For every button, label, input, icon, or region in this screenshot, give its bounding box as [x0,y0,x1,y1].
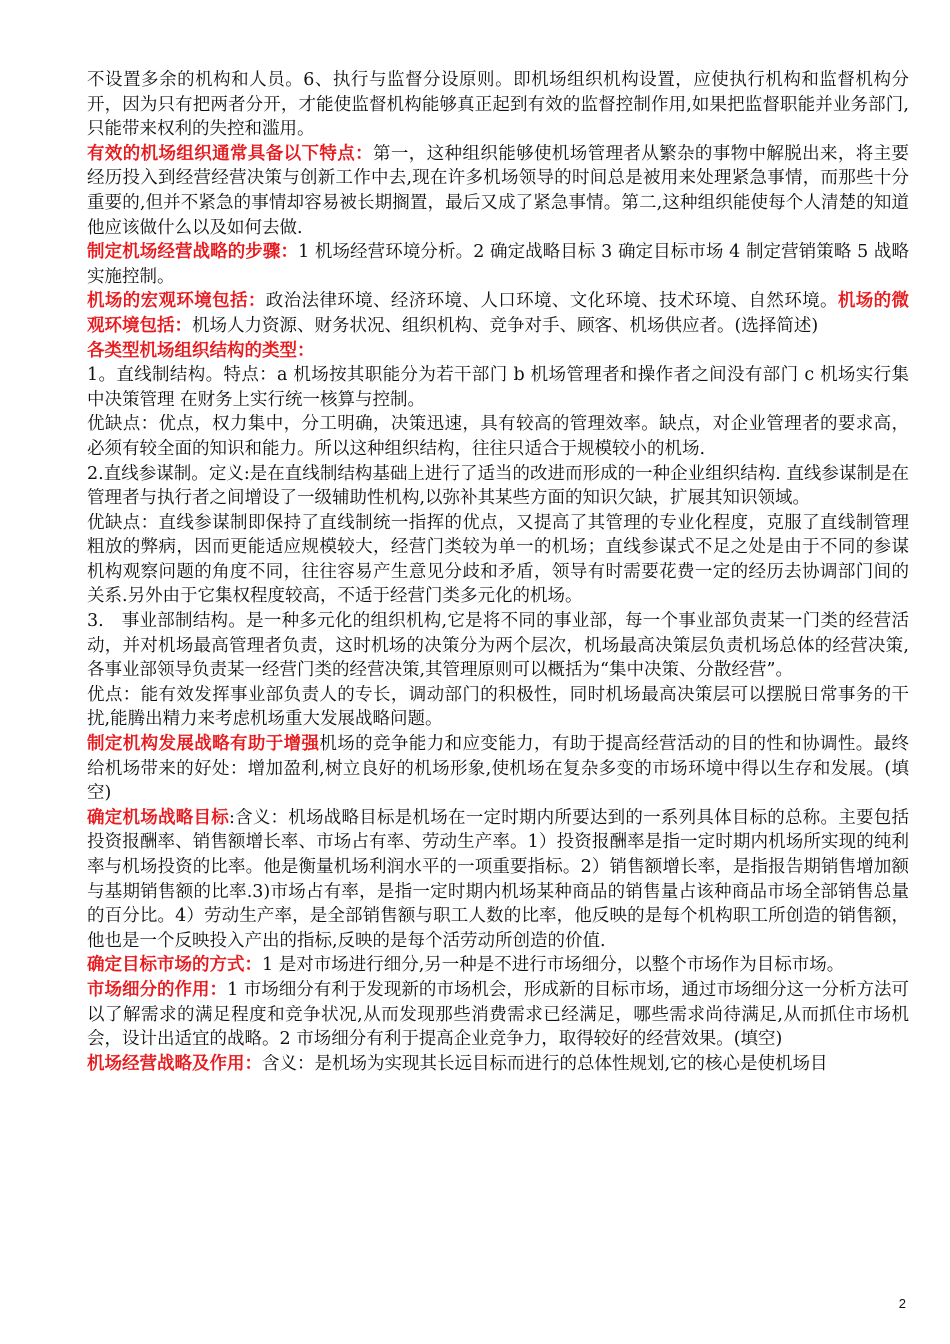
paragraph-text: 优缺点：直线参谋制即保持了直线制统一指挥的优点，又提高了其管理的专业化程度，克服了直线制管理粗放的弊病，因而更能适应规模较大，经营门类较为单一的机场；直线参谋式不足之处是由于不同的参谋机构观察问题的角度不同，往往容易产生意见分歧和矛盾，领导有时需要花费一定的经历去协调部门间的关系.另外由于它集权程度较高，不适于经营门类多元化的机场。 [87,512,909,607]
paragraph-strategy-goals [87,806,909,954]
section-heading: 机场的宏观环境包括： [87,291,266,312]
paragraph-structure-types [87,339,909,364]
section-heading: 市场细分的作用： [87,979,228,1000]
section-heading: 有效的机场组织通常具备以下特点： [87,143,374,164]
document-body [87,68,909,1076]
paragraph-target-market [87,953,909,978]
paragraph-text: 政治法律环境、经济环境、人口环境、文化环境、技术环境、自然环境。 [265,291,838,312]
section-heading: 确定目标市场的方式： [87,955,262,976]
paragraph-environment [87,289,909,338]
section-heading: 确定机场战略目标 [87,807,229,828]
paragraph-development-strategy [87,732,909,806]
paragraph-text: 不设置多余的机构和人员。6、执行与监督分设原则。即机场组织机构设置，应使执行机构和监督机构分开，因为只有把两者分开，才能使监督机构能够真正起到有效的监督控制作用,如果把监督职能并业务部门,只能带来权利的失控和滥用。 [87,70,909,140]
paragraph-line-staff [87,462,909,511]
paragraph-business-strategy [87,1052,909,1077]
paragraph-line-staff-pros-cons [87,511,909,609]
paragraph-text: 1 是对市场进行细分,另一种是不进行市场细分，以整个市场作为目标市场。 [262,955,845,976]
paragraph-text: 机场的竞争能力和应变能力，有助于提高经营活动的目的性和协调性。最终给机场带来的好处：增加盈利,树立良好的机场形象,使机场在复杂多变的市场环境中得以生存和发展。(填空) [87,734,910,804]
paragraph-strategy-steps [87,240,909,289]
paragraph-text: 3. 事业部制结构。是一种多元化的组织机构,它是将不同的事业部，每一个事业部负责某一门类的经营活动，并对机场最高管理者负责，这时机场的决策分为两个层次，机场最高决策层负责机场总体的经营决策,各事业部领导负责某一经营门类的经营决策,其管理原则可以概括为“集中决策、分散经营”。 [87,611,909,681]
section-heading-micro: 机场的微观环境包括： [87,291,910,336]
paragraph-division-pros [87,683,909,732]
section-heading: 制定机场经营战略的步骤： [87,242,299,263]
paragraph-text: 1。直线制结构。特点：a 机场按其职能分为若干部门 b 机场管理者和操作者之间没有部门 c 机场实行集中决策管理 在财务上实行统一核算与控制。 [87,365,909,410]
paragraph-line-pros-cons [87,412,909,461]
section-heading: 机场经营战略及作用： [87,1053,262,1074]
paragraph-text: 优缺点：优点，权力集中，分工明确，决策迅速，具有较高的管理效率。缺点，对企业管理者的要求高，必须有较全面的知识和能力。所以这种组织结构，往往只适合于规模较小的机场. [87,414,909,459]
paragraph-line-structure [87,363,909,412]
paragraph-division-structure [87,609,909,683]
paragraph-effective-organization [87,142,909,240]
paragraph-principles [87,68,909,142]
paragraph-text: 1 市场细分有利于发现新的市场机会，形成新的目标市场，通过市场细分这一分析方法可以了解需求的满足程度和竞争状况,从而发现那些消费需求已经满足，哪些需求尚待满足,从而抓住市场机会，设计出适宜的战略。2 市场细分有利于提高企业竞争力，取得较好的经营效果。(填空) [87,979,910,1050]
page-number: 2 [898,1296,906,1311]
paragraph-text: 含义：是机场为实现其长远目标而进行的总体性规划,它的核心是使机场目 [262,1053,828,1074]
paragraph-text: 1 机场经营环境分析。2 确定战略目标 3 确定目标市场 4 制定营销策略 5 战略实施控制。 [87,242,910,287]
section-heading: 制定机构发展战略有助于增强 [87,734,320,755]
paragraph-text: 优点：能有效发挥事业部负责人的专长，调动部门的积极性，同时机场最高决策层可以摆脱日常事务的干扰,能腾出精力来考虑机场重大发展战略问题。 [87,684,909,730]
paragraph-text: :含义：机场战略目标是机场在一定时期内所要达到的一系列具体目标的总称。主要包括投资报酬率、销售额增长率、市场占有率、劳动生产率。1）投资报酬率是指一定时期内机场所实现的纯利率与机场投资的比率。他是衡量机场利润水平的一项重要指标。2）销售额增长率，是指报告期销售增加额与基期销售额的比率.3)市场占有率，是指一定时期内机场某种商品的销售量占该种商品市场全部销售总量的百分比。4）劳动生产率，是全部销售额与职工人数的比率，他反映的是每个机构职工所创造的销售额，他也是一个反映投入产出的指标,反映的是每个活劳动所创造的价值. [87,807,909,951]
paragraph-text-micro: 机场人力资源、财务状况、组织机构、竞争对手、顾客、机场供应者。(选择简述) [192,315,819,336]
paragraph-market-segmentation [87,978,909,1052]
paragraph-text: 第一，这种组织能够使机场管理者从繁杂的事物中解脱出来，将主要经历投入到经营经营决策与创新工作中去,现在许多机场领导的时间总是被用来处理紧急事情，而那些十分重要的,但并不紧急的事情却容易被长期搁置，最后又成了紧急事情。第二,这种组织能使每个人清楚的知道他应该做什么以及如何去做. [87,143,910,238]
paragraph-text: 2.直线参谋制。定义:是在直线制结构基础上进行了适当的改进而形成的一种企业组织结构. 直线参谋制是在管理者与执行者之间增设了一级辅助性机构,以弥补其某些方面的知识欠缺，扩展其知识领域。 [87,463,909,509]
section-heading: 各类型机场组织结构的类型： [87,340,315,361]
